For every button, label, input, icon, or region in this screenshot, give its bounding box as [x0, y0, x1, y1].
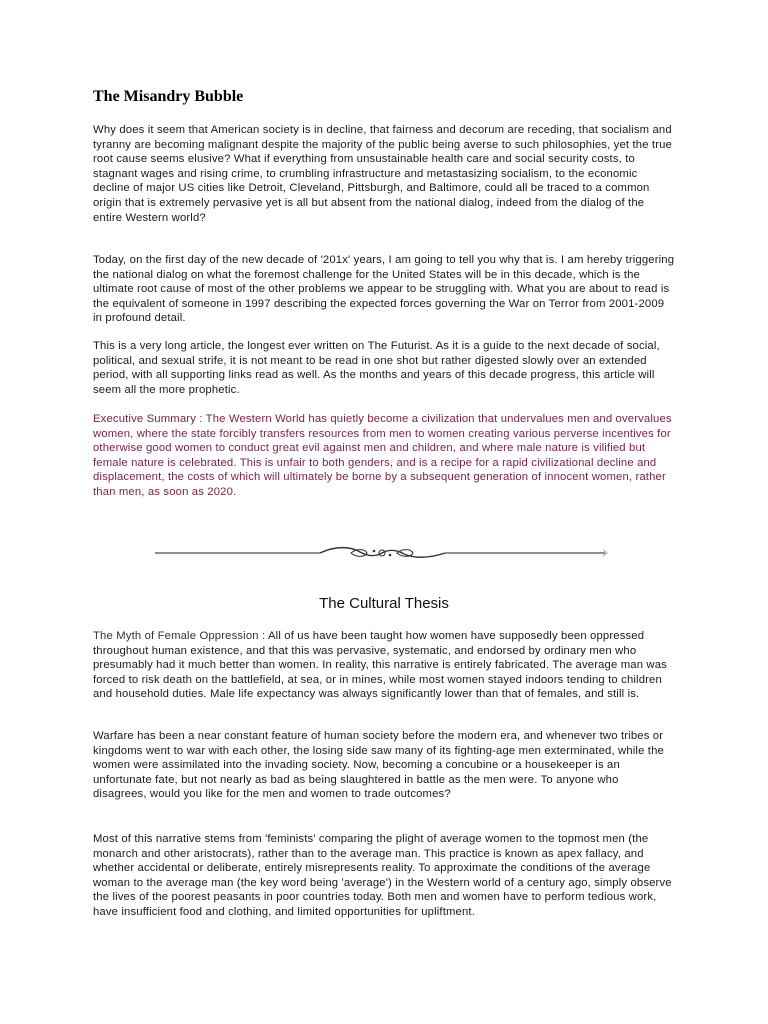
paragraph-long-article: This is a very long article, the longest ever written on The Futurist. As it is a guide to the next decade of social, political, and sexual strife, it is not meant to be read in one shot but rather digested slowly over an extended period, with all supporting links read as well. As the months and years of this decade progress, this article will seem all the more prophetic.: [93, 340, 660, 396]
paragraph-executive-summary: [93, 412, 675, 500]
apex-text-c: woman to the: [93, 876, 166, 889]
average-term-woman: average: [608, 862, 651, 875]
executive-summary-label: Executive Summary :: [93, 413, 206, 425]
article-title: The Misandry Bubble: [93, 88, 244, 105]
paragraph-warfare: Warfare has been a near constant feature of human society before the modern era, and whenever two tribes or kingdoms went to war with each other, the losing side saw many of its fighting-age men exterminated, while the women were assimilated into the invading society. Now, becoming a concubine or a housekeeper is an unfortunate fate, but not nearly as bad as being slaughtered in battle as the men were. To anyone who disagrees, would you like for the men and women to trade outcomes?: [93, 730, 664, 801]
paragraph-female-oppression: [93, 629, 675, 702]
female-oppression-text: All of us have been taught how women have supposedly been oppressed throughout human existence, and that this was pervasive, systematic, and endorsed by ordinary men who presumably had it much better than women. In reality, this narrative is entirely fabricated. The average man was forced to risk death on the battlefield, at sea, or in mines, while most women stayed indoors tending to children and household duties. Male life expectancy was always significantly lower than that of females, and still is.: [93, 630, 667, 701]
section-heading: The Cultural Thesis: [319, 595, 449, 612]
apex-fallacy-term: apex fallacy: [557, 847, 618, 860]
apex-text-a: Most of this narrative stems from 'feminists' comparing the plight of average women to the topmost men (the monarch and other aristocrats), rather than to the average man. This practice is known as: [93, 833, 649, 860]
paragraph-apex-fallacy: [93, 832, 675, 920]
paragraph-today: Today, on the first day of the new decade of '201x' years, I am going to tell you why that is. I am hereby triggering the national dialog on what the foremost challenge for the United States will be in this decade, which is the ultimate root cause of most of the other problems we appear to be struggling with. What you are about to read is the equivalent of someone in 1997 describing the expected forces governing the War on Terror from 2001-2009 in profound detail.: [93, 254, 675, 325]
paragraph-intro: Why does it seem that American society is in decline, that fairness and decorum are receding, that socialism and tyranny are becoming malignant despite the majority of the public being averse to such philosophies, yet the true root cause seems elusive? What if everything from unsustainable health care and social security costs, to stagnant wages and rising crime, to crumbling infrastructure and metastasizing socialism, to the economic decline of major US cities like Detroit, Cleveland, Pittsburgh, and Baltimore, could all be traced to a common origin that is extremely pervasive yet is all but absent from the national dialog, indeed from the dialog of the entire Western world?: [93, 124, 672, 224]
female-oppression-label: The Myth of Female Oppression :: [93, 630, 268, 642]
apex-text-d: man (the key word being 'average') in the Western world of a century ago, simply observe the lives of the poorest peasants in poor countries today. Both men and women have to perform tedious work, have insufficient food and clothing, and limited opportunities for upliftment.: [93, 876, 672, 918]
executive-summary-text: The Western World has quietly become a civilization that undervalues men and overvalues women, where the state forcibly transfers resources from men to women creating various perverse incentives for otherwise good women to conduct great evil against men and children, and where male nature is vilified but female nature is celebrated. This is unfair to both genders, and is a recipe for a rapid civilizational decline and displacement, the costs of which will ultimately be borne by a subsequent generation of innocent women, rather than men, as soon as 2020.: [93, 413, 672, 498]
apex-text-b: , and whether accidental or deliberate, entirely misrepresents reality. To approximate the conditions of the: [93, 847, 644, 875]
average-term-man: average: [165, 876, 208, 889]
ornamental-divider-icon: [155, 542, 610, 564]
